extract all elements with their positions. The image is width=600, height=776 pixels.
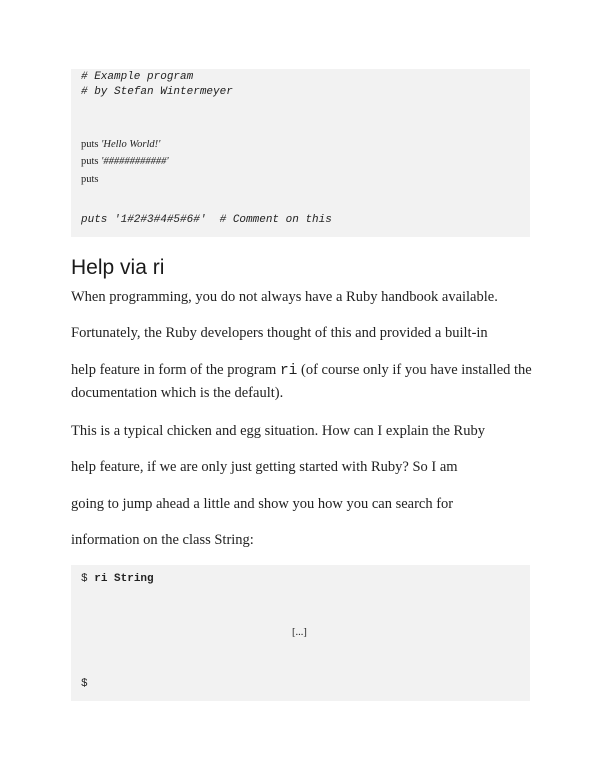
- paragraph-7: information on the class String:: [71, 532, 254, 548]
- code-line-4: [81, 214, 332, 226]
- code-line-4-code: puts '1#2#3#4#5#6#': [81, 214, 207, 226]
- code-line-2: [81, 156, 169, 167]
- code-line-1-arg: 'Hello World!': [101, 139, 161, 150]
- terminal-prompt: $: [81, 573, 88, 585]
- paragraph-3-after: (of course only if you have installed the documentation which is the default).: [71, 362, 532, 401]
- code-line-3: puts: [81, 174, 99, 185]
- code-comment-line-2: # by Stefan Wintermeyer: [81, 86, 233, 98]
- code-line-2-arg: '############': [101, 156, 169, 167]
- code-block-example-program: [71, 69, 530, 237]
- code-line-1: [81, 139, 160, 150]
- terminal-end-prompt: $: [81, 678, 88, 690]
- paragraph-3: [71, 359, 541, 404]
- code-line-4-comment: # Comment on this: [219, 214, 332, 226]
- code-line-2-keyword: puts: [81, 156, 99, 167]
- paragraph-4: This is a typical chicken and egg situation. How can I explain the Ruby: [71, 423, 485, 439]
- paragraph-3-before: help feature in form of the program: [71, 362, 277, 378]
- code-comment-line-1: # Example program: [81, 71, 194, 83]
- code-block-ri-string: [71, 565, 530, 701]
- terminal-command-line: [81, 573, 154, 585]
- paragraph-5: help feature, if we are only just getting started with Ruby? So I am: [71, 459, 458, 475]
- terminal-command: ri String: [94, 573, 154, 585]
- section-heading: Help via ri: [71, 256, 165, 279]
- paragraph-6: going to jump ahead a little and show you how you can search for: [71, 496, 454, 512]
- inline-code-ri: ri: [279, 363, 298, 379]
- paragraph-2: Fortunately, the Ruby developers thought of this and provided a built-in: [71, 325, 488, 341]
- output-ellipsis: [...]: [292, 627, 307, 638]
- paragraph-1: When programming, you do not always have a Ruby handbook available.: [71, 289, 498, 305]
- code-line-1-keyword: puts: [81, 139, 99, 150]
